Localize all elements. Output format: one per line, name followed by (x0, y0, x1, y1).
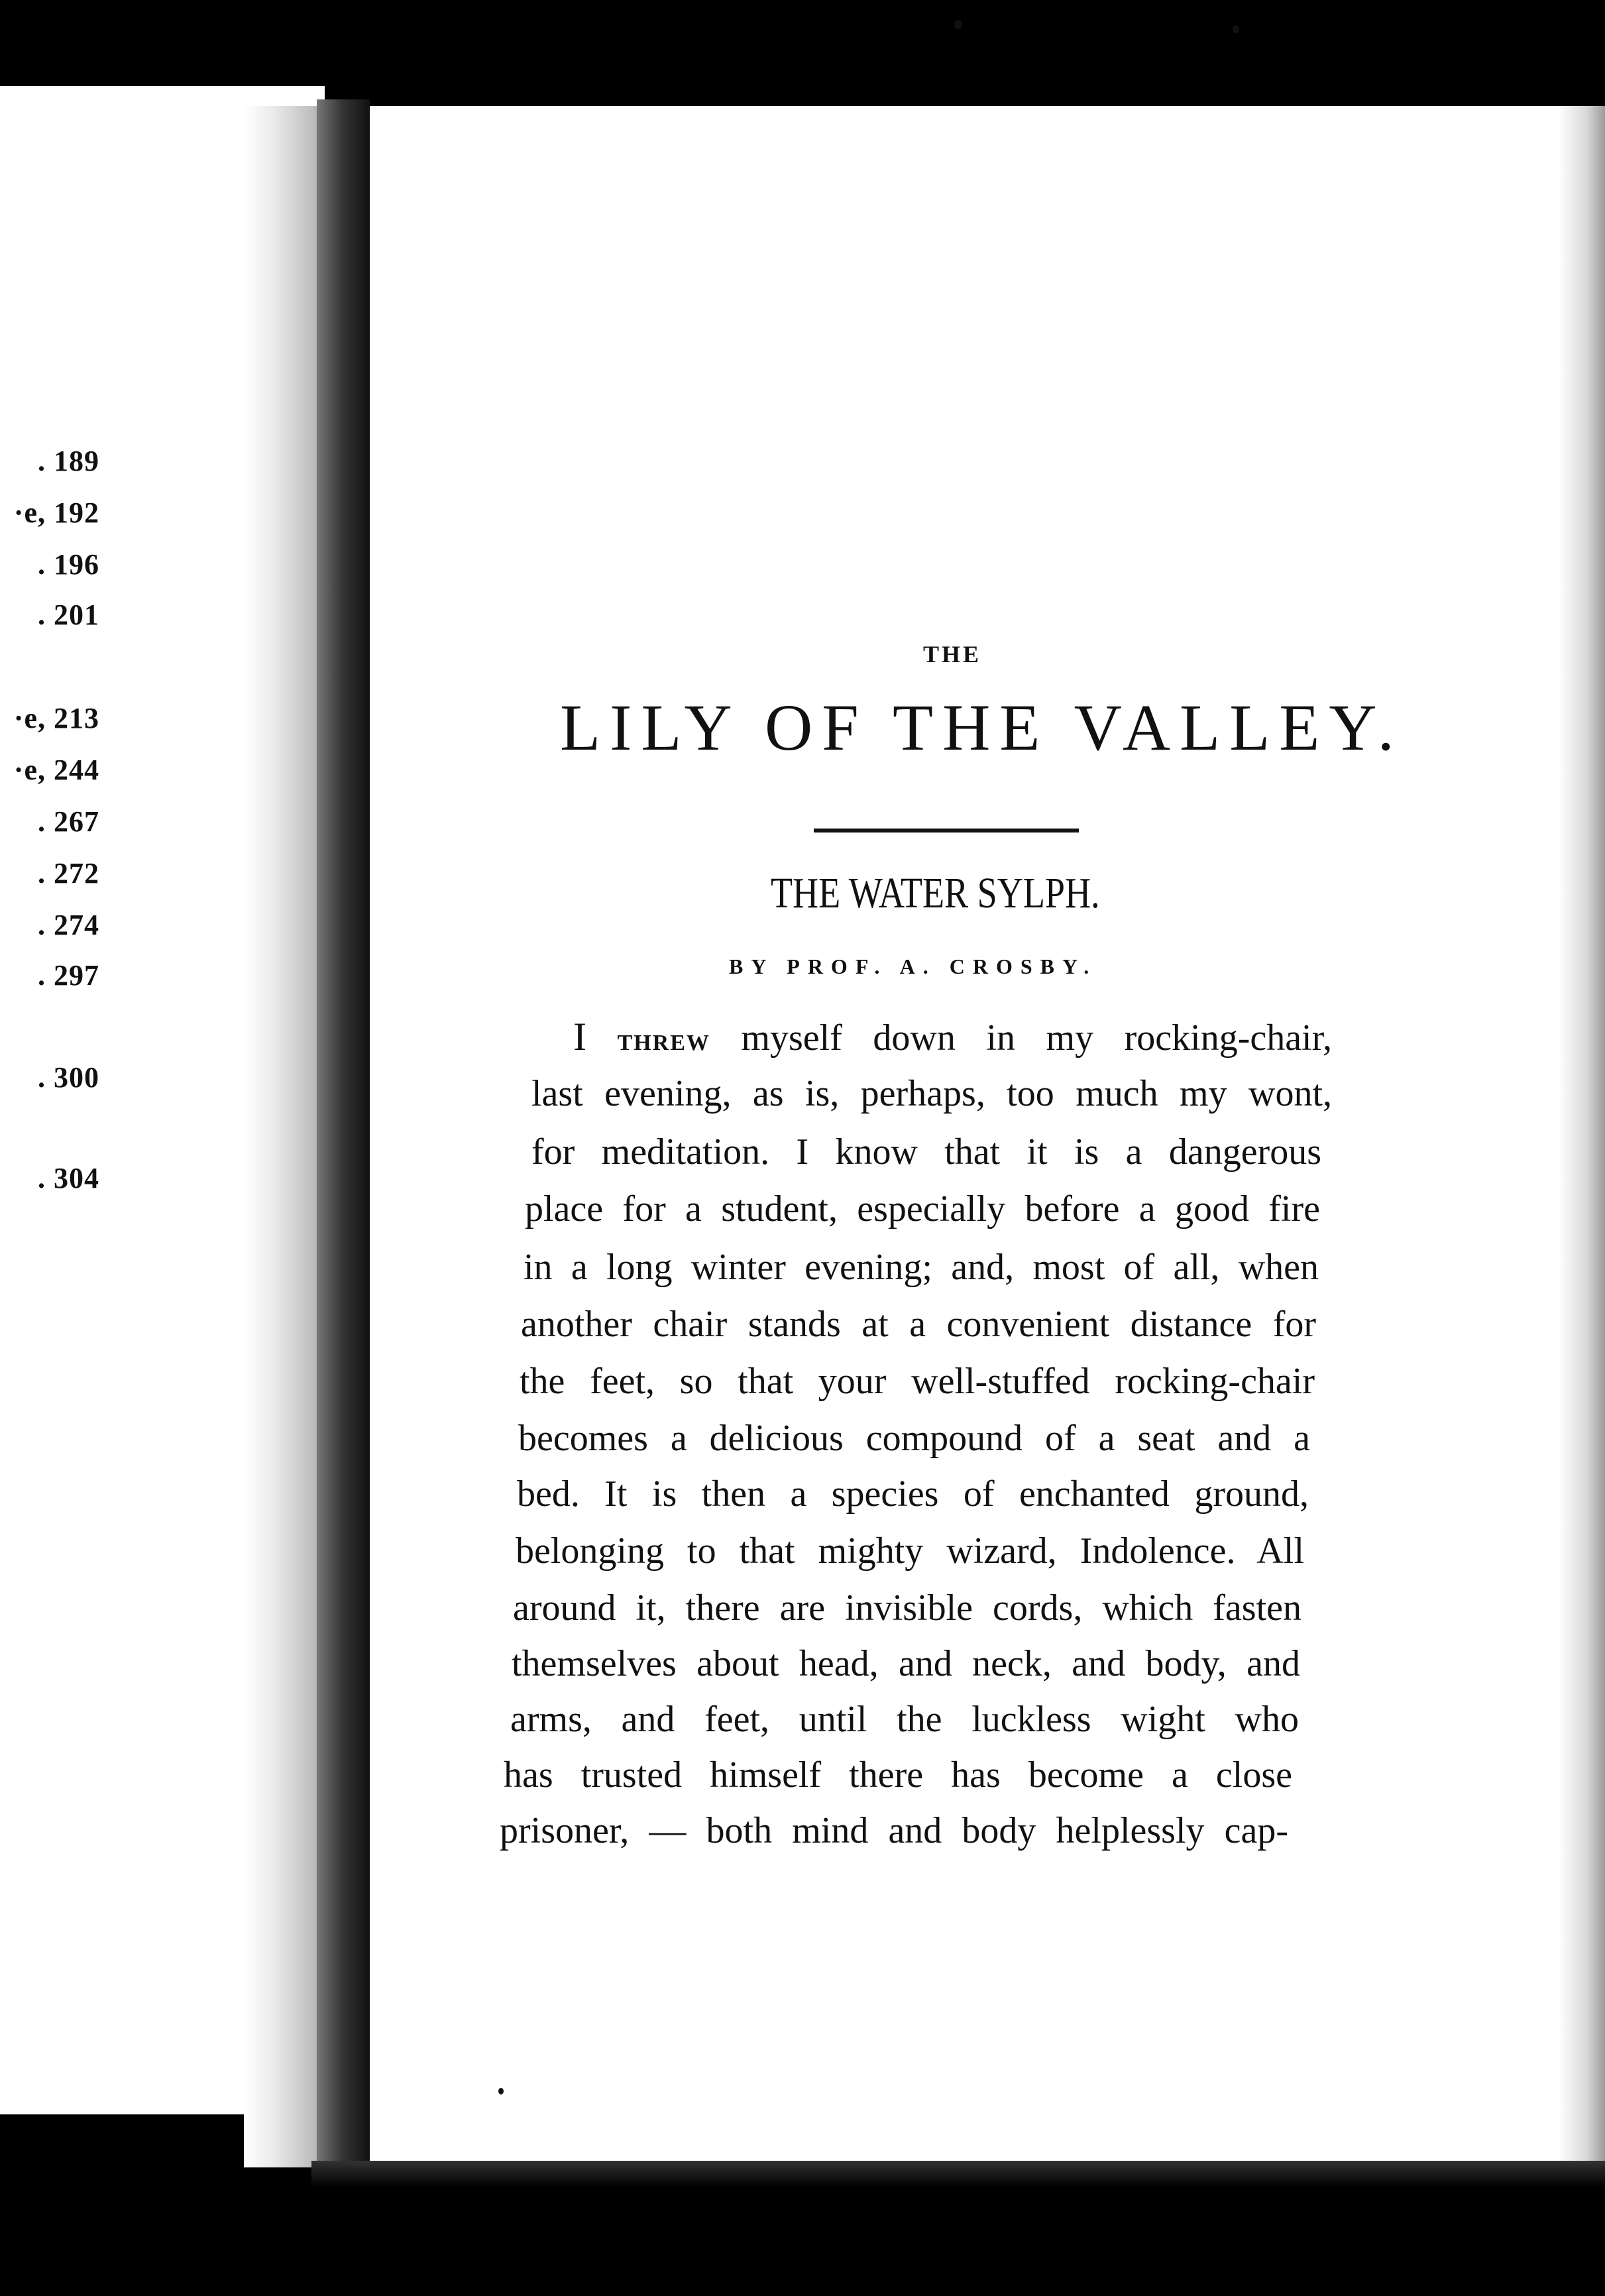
toc-entry: . 189 (38, 445, 99, 477)
text-line: becomes a delicious compound of a seat and a (518, 1418, 1310, 1459)
text-line: in a long winter evening; and, most of all, when (524, 1247, 1319, 1288)
text-line: place for a student, especially before a good fire (525, 1188, 1320, 1230)
text-line: for meditation. I know that it is a dangerous (531, 1131, 1321, 1173)
toc-entry: . 196 (38, 548, 99, 581)
toc-entry: ·e, 244 (13, 754, 99, 786)
text-line: has trusted himself there has become a close (504, 1754, 1292, 1796)
toc-entry: ·e, 192 (13, 496, 99, 529)
toc-entry: . 274 (38, 909, 99, 941)
text-line: I threw myself down in my rocking-chair, (573, 1015, 1333, 1059)
story-title: THE WATER SYLPH. (771, 869, 1100, 917)
toc-entry: . 272 (38, 857, 99, 890)
text-line: arms, and feet, until the luckless wight who (510, 1699, 1299, 1740)
toc-entry: . 267 (38, 805, 99, 838)
opening-smallcaps: threw (617, 1022, 710, 1057)
toc-entry: . 297 (38, 959, 99, 992)
text-line: last evening, as is, perhaps, too much my wont, (531, 1073, 1332, 1114)
text-line: bed. It is then a species of enchanted ground, (517, 1473, 1309, 1515)
toc-entry: . 304 (38, 1162, 99, 1194)
kicker: THE (923, 641, 982, 667)
text-line: the feet, so that your well-stuffed rocking-chair (520, 1361, 1315, 1402)
title-rule (814, 829, 1079, 832)
text-line: around it, there are invisible cords, which fasten (513, 1587, 1301, 1629)
text-line: belonging to that mighty wizard, Indolence. All (516, 1530, 1304, 1572)
toc-entry: . 300 (38, 1061, 99, 1094)
toc-entry: . 201 (38, 599, 99, 631)
book-title: LILY OF THE VALLEY. (560, 691, 1404, 764)
toc-entry: ·e, 213 (13, 702, 99, 734)
byline: BY PROF. A. CROSBY. (729, 954, 1097, 978)
text-line: another chair stands at a convenient distance for (521, 1304, 1316, 1345)
text-line: prisoner, — both mind and body helplessly cap- (500, 1810, 1288, 1851)
opening-letter: I (573, 1015, 586, 1059)
text-line: themselves about head, and neck, and body, and (512, 1643, 1300, 1684)
